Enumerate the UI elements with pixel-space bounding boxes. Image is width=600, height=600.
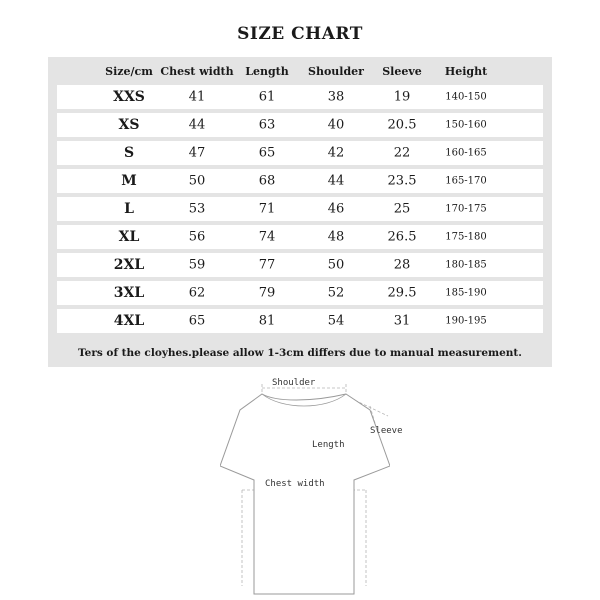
cell-length: 81 [258, 313, 276, 329]
page-title: SIZE CHART [237, 24, 363, 44]
cell-size: 4XL [113, 313, 145, 329]
table-row [57, 253, 543, 277]
cell-length: 68 [258, 173, 276, 189]
cell-length: 63 [258, 117, 276, 133]
cell-shoulder: 48 [327, 229, 345, 245]
size-table [48, 57, 552, 367]
cell-shoulder: 44 [327, 173, 345, 189]
cell-size: L [124, 201, 134, 217]
sleeve-label: Sleeve [370, 426, 403, 436]
cell-chest: 53 [188, 201, 206, 217]
cell-height: 170-175 [445, 203, 487, 215]
cell-height: 165-170 [445, 175, 487, 187]
col-header-chest: Chest width [160, 65, 234, 78]
cell-size: S [123, 145, 135, 161]
cell-shoulder: 38 [327, 89, 345, 105]
table-row [57, 281, 543, 305]
cell-sleeve: 23.5 [387, 173, 417, 189]
cell-sleeve: 31 [393, 313, 411, 329]
cell-chest: 44 [188, 117, 206, 133]
cell-sleeve: 25 [393, 201, 411, 217]
cell-size: XXS [113, 89, 145, 105]
col-header-shoulder: Shoulder [308, 65, 364, 78]
cell-chest: 62 [188, 285, 206, 301]
cell-chest: 50 [188, 173, 206, 189]
cell-shoulder: 54 [327, 313, 345, 329]
tshirt-diagram [220, 376, 403, 600]
table-row [57, 113, 543, 137]
cell-height: 180-185 [445, 259, 487, 271]
shoulder-label: Shoulder [272, 378, 316, 388]
measurement-note: Ters of the cloyhes.please allow 1-3cm differs due to manual measurement. [78, 347, 522, 359]
table-row [57, 309, 543, 333]
col-header-size: Size/cm [105, 65, 153, 78]
cell-size: 3XL [113, 285, 145, 301]
cell-height: 175-180 [445, 231, 487, 243]
cell-size: XL [118, 229, 140, 245]
cell-length: 65 [258, 145, 276, 161]
cell-sleeve: 19 [393, 89, 411, 105]
table-row [57, 225, 543, 249]
cell-chest: 56 [188, 229, 206, 245]
cell-height: 185-190 [445, 287, 487, 299]
cell-length: 77 [258, 257, 276, 273]
length-label: Length [312, 440, 345, 450]
cell-shoulder: 46 [327, 201, 345, 217]
chest-width-label: Chest width [265, 479, 325, 489]
cell-size: M [121, 173, 137, 189]
cell-length: 74 [258, 229, 276, 245]
cell-shoulder: 42 [327, 145, 345, 161]
col-header-length: Length [245, 65, 289, 78]
cell-size: XS [118, 117, 140, 133]
cell-shoulder: 40 [327, 117, 345, 133]
col-header-height: Height [444, 65, 488, 78]
cell-height: 140-150 [445, 91, 487, 103]
cell-length: 61 [258, 89, 276, 105]
cell-sleeve: 28 [393, 257, 411, 273]
cell-sleeve: 26.5 [387, 229, 417, 245]
cell-chest: 47 [188, 145, 206, 161]
cell-height: 190-195 [445, 315, 487, 327]
table-row [57, 85, 543, 109]
cell-sleeve: 29.5 [387, 285, 417, 301]
cell-chest: 59 [188, 257, 206, 273]
table-row [57, 197, 543, 221]
cell-length: 71 [258, 201, 276, 217]
col-header-sleeve: Sleeve [382, 65, 422, 78]
table-row [57, 169, 543, 193]
cell-chest: 65 [188, 313, 206, 329]
cell-length: 79 [258, 285, 276, 301]
cell-height: 150-160 [445, 119, 487, 131]
cell-height: 160-165 [445, 147, 487, 159]
cell-shoulder: 50 [327, 257, 345, 273]
cell-chest: 41 [188, 89, 206, 105]
cell-sleeve: 20.5 [387, 117, 417, 133]
table-row [57, 141, 543, 165]
cell-sleeve: 22 [393, 145, 411, 161]
cell-size: 2XL [113, 257, 145, 273]
cell-shoulder: 52 [327, 285, 345, 301]
